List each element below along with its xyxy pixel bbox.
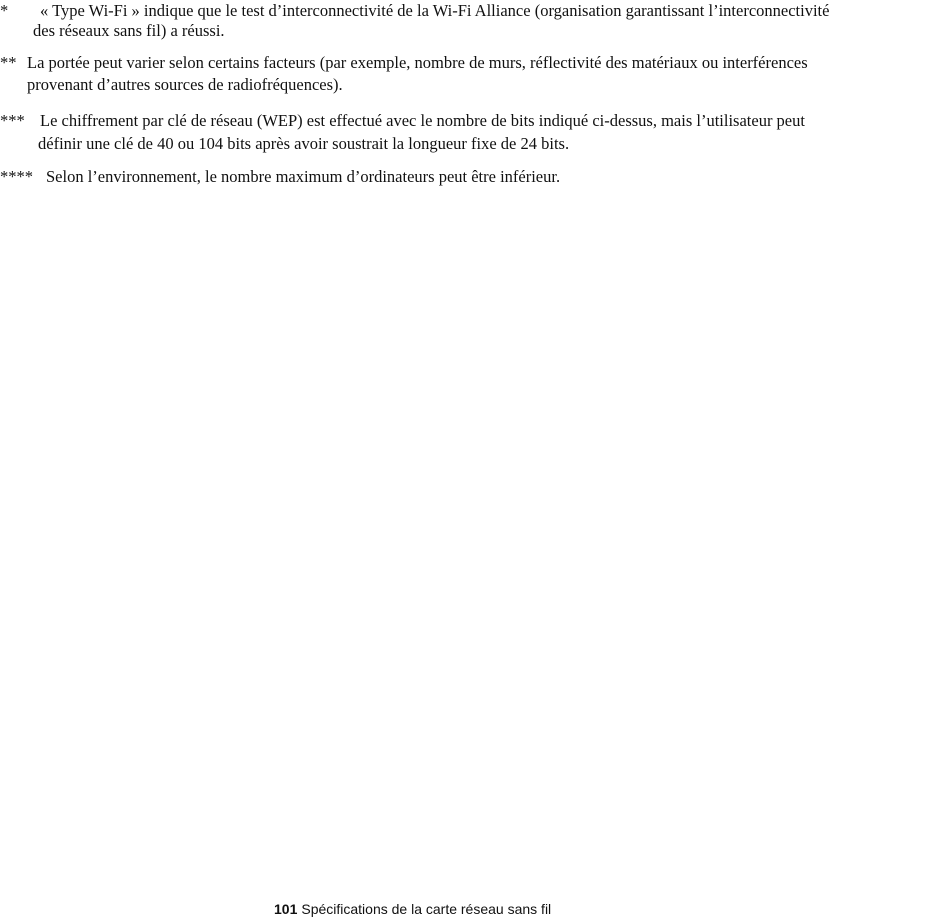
footnote-text-line: Le chiffrement par clé de réseau (WEP) est effectué avec le nombre de bits indiqué ci-dessus, mais l’utilisateur peut [40,111,805,130]
footnote-marker: ** [0,53,17,72]
page-title: Spécifications de la carte réseau sans fil [301,901,552,917]
page-number: 101 [274,901,298,917]
footnote-text-line: « Type Wi-Fi » indique que le test d’interconnectivité de la Wi-Fi Alliance (organisation garantissant l’interconnectivité [40,1,830,20]
footnote-marker: *** [0,111,25,130]
footnote-marker: **** [0,167,33,186]
footnote-text-line: La portée peut varier selon certains facteurs (par exemple, nombre de murs, réflectivité des matériaux ou interférences [27,53,808,72]
footnote-text-line: des réseaux sans fil) a réussi. [33,21,225,40]
footnote-text-line: provenant d’autres sources de radiofréquences). [27,75,343,94]
footnote-text-line: définir une clé de 40 ou 104 bits après avoir soustrait la longueur fixe de 24 bits. [38,134,570,153]
page-footer [274,900,551,918]
footnote-text-line: Selon l’environnement, le nombre maximum d’ordinateurs peut être inférieur. [46,167,561,186]
footnote-marker: * [0,1,9,20]
